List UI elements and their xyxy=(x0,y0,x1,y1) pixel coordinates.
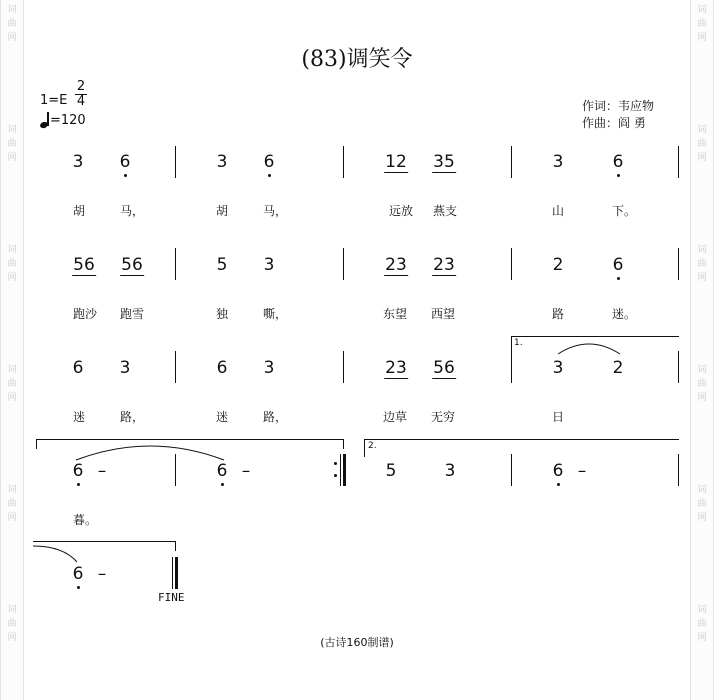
note-group: 35 xyxy=(433,152,455,172)
watermark-glyph: 词 xyxy=(697,605,707,615)
tempo-value: =120 xyxy=(50,113,86,128)
watermark-glyph: 曲 xyxy=(7,139,17,149)
low-octave-dot xyxy=(617,174,620,177)
lyricist-credit: 作词：韦应物 xyxy=(582,99,655,113)
note: 3 xyxy=(216,152,228,172)
watermark-glyph: 曲 xyxy=(697,499,707,509)
lyric: 西望 xyxy=(431,307,456,321)
barline xyxy=(678,146,679,178)
lyric: 独 xyxy=(216,307,229,321)
note: 3 xyxy=(444,461,456,481)
volta-label-1: 1. xyxy=(514,338,523,348)
barline xyxy=(678,454,679,486)
lyric: 下。 xyxy=(612,204,637,218)
note-group: 23 xyxy=(385,358,407,378)
watermark-glyph: 网 xyxy=(7,633,17,643)
watermark-glyph: 词 xyxy=(7,125,17,135)
barline xyxy=(343,146,344,178)
note-group: 23 xyxy=(385,255,407,275)
watermark-glyph: 网 xyxy=(7,273,17,283)
watermark-glyph: 曲 xyxy=(697,259,707,269)
tie xyxy=(33,542,83,564)
note: 6 xyxy=(119,152,131,172)
watermark-glyph: 网 xyxy=(697,633,707,643)
watermark-glyph: 曲 xyxy=(7,379,17,389)
watermark-glyph: 网 xyxy=(697,513,707,523)
lyric: 路 xyxy=(552,307,565,321)
note: 6 xyxy=(216,461,228,481)
low-octave-dot xyxy=(221,483,224,486)
note: 3 xyxy=(72,152,84,172)
watermark-glyph: 网 xyxy=(697,273,707,283)
fine-marking: FINE xyxy=(158,591,185,604)
repeat-dot xyxy=(334,462,337,465)
note-group: 56 xyxy=(433,358,455,378)
note: 6 xyxy=(72,461,84,481)
note: 5 xyxy=(385,461,397,481)
right-watermark-strip xyxy=(690,0,714,700)
watermark-glyph: 词 xyxy=(7,365,17,375)
volta-bracket-2-hook xyxy=(364,439,365,457)
final-barline-thick xyxy=(175,557,178,589)
watermark-glyph: 曲 xyxy=(7,259,17,269)
note: 6 xyxy=(612,255,624,275)
lyric: 胡 xyxy=(216,204,229,218)
lyric: 跑雪 xyxy=(120,307,145,321)
barline xyxy=(511,146,512,178)
barline xyxy=(175,146,176,178)
note: 6 xyxy=(612,152,624,172)
watermark-glyph: 曲 xyxy=(7,499,17,509)
dash: – xyxy=(241,461,251,481)
barline xyxy=(678,248,679,280)
watermark-glyph: 词 xyxy=(697,5,707,15)
watermark-glyph: 词 xyxy=(697,125,707,135)
lyric: 边草 xyxy=(383,410,408,424)
quarter-note-icon xyxy=(40,112,50,128)
note: 3 xyxy=(552,358,564,378)
repeat-barline-thin xyxy=(340,454,341,486)
repeat-barline-thick xyxy=(343,454,346,486)
volta-bracket-2 xyxy=(364,439,679,440)
tempo-marking xyxy=(40,112,86,128)
note: 3 xyxy=(119,358,131,378)
watermark-glyph: 词 xyxy=(7,485,17,495)
watermark-glyph: 词 xyxy=(7,245,17,255)
watermark-glyph: 词 xyxy=(697,245,707,255)
note-group: 12 xyxy=(385,152,407,172)
barline xyxy=(343,248,344,280)
note: 5 xyxy=(216,255,228,275)
footer-note: (古诗160制谱) xyxy=(320,636,394,649)
dash: – xyxy=(97,564,107,584)
watermark-glyph: 曲 xyxy=(697,619,707,629)
dash: – xyxy=(577,461,587,481)
lyric: 日 xyxy=(552,410,565,424)
watermark-glyph: 曲 xyxy=(697,19,707,29)
low-octave-dot xyxy=(268,174,271,177)
watermark-glyph: 词 xyxy=(697,365,707,375)
low-octave-dot xyxy=(557,483,560,486)
lyric: 胡 xyxy=(73,204,86,218)
final-barline-thin xyxy=(172,557,173,589)
watermark-glyph: 网 xyxy=(697,33,707,43)
watermark-glyph: 词 xyxy=(7,605,17,615)
barline xyxy=(511,248,512,280)
note: 2 xyxy=(552,255,564,275)
slur xyxy=(556,340,622,356)
lyric: 东望 xyxy=(383,307,408,321)
watermark-glyph: 词 xyxy=(7,5,17,15)
barline xyxy=(678,351,679,383)
watermark-glyph: 网 xyxy=(7,393,17,403)
watermark-glyph: 曲 xyxy=(7,19,17,29)
lyric: 嘶， xyxy=(263,307,288,321)
note: 3 xyxy=(552,152,564,172)
watermark-glyph: 网 xyxy=(7,153,17,163)
note: 6 xyxy=(72,564,84,584)
volta-bracket-1-start xyxy=(36,439,37,449)
lyric: 马， xyxy=(263,204,288,218)
lyric: 山 xyxy=(552,204,565,218)
watermark-glyph: 曲 xyxy=(697,379,707,389)
left-watermark-strip xyxy=(0,0,24,700)
lyric: 燕支 xyxy=(433,204,458,218)
lyric: 跑沙 xyxy=(73,307,98,321)
meter-bottom: 4 xyxy=(76,94,86,109)
volta-bracket-2-end xyxy=(175,541,176,551)
barline xyxy=(511,351,512,383)
watermark-glyph: 网 xyxy=(7,513,17,523)
note: 6 xyxy=(72,358,84,378)
score-title: (83)调笑令 xyxy=(301,47,413,72)
note: 3 xyxy=(263,358,275,378)
lyric: 无穷 xyxy=(431,410,456,424)
composer-credit: 作曲：阎 勇 xyxy=(582,116,646,130)
watermark-glyph: 曲 xyxy=(697,139,707,149)
note: 6 xyxy=(263,152,275,172)
watermark-glyph: 曲 xyxy=(7,619,17,629)
low-octave-dot xyxy=(124,174,127,177)
barline xyxy=(175,351,176,383)
barline xyxy=(343,351,344,383)
watermark-glyph: 网 xyxy=(697,153,707,163)
lyric: 马， xyxy=(120,204,145,218)
volta-bracket-1 xyxy=(511,336,679,337)
key-signature: 1=E xyxy=(40,93,68,108)
note-group: 56 xyxy=(73,255,95,275)
note: 6 xyxy=(552,461,564,481)
time-signature xyxy=(75,80,87,109)
lyric: 暮。 xyxy=(73,513,98,527)
note-group: 23 xyxy=(433,255,455,275)
lyric: 路， xyxy=(263,410,288,424)
watermark-glyph: 网 xyxy=(697,393,707,403)
barline xyxy=(175,454,176,486)
note-group: 56 xyxy=(121,255,143,275)
lyric: 远放 xyxy=(389,204,414,218)
note: 3 xyxy=(263,255,275,275)
watermark-glyph: 网 xyxy=(7,33,17,43)
lyric: 迷 xyxy=(73,410,86,424)
barline xyxy=(175,248,176,280)
meter-top: 2 xyxy=(76,79,86,94)
barline xyxy=(511,454,512,486)
low-octave-dot xyxy=(77,586,80,589)
volta-label-2: 2. xyxy=(368,441,377,451)
watermark-glyph: 词 xyxy=(697,485,707,495)
lyric: 迷。 xyxy=(612,307,637,321)
note: 6 xyxy=(216,358,228,378)
lyric: 路， xyxy=(120,410,145,424)
repeat-dot xyxy=(334,474,337,477)
low-octave-dot xyxy=(77,483,80,486)
volta-bracket-1-end xyxy=(343,439,344,449)
low-octave-dot xyxy=(617,277,620,280)
dash: – xyxy=(97,461,107,481)
lyric: 迷 xyxy=(216,410,229,424)
note: 2 xyxy=(612,358,624,378)
